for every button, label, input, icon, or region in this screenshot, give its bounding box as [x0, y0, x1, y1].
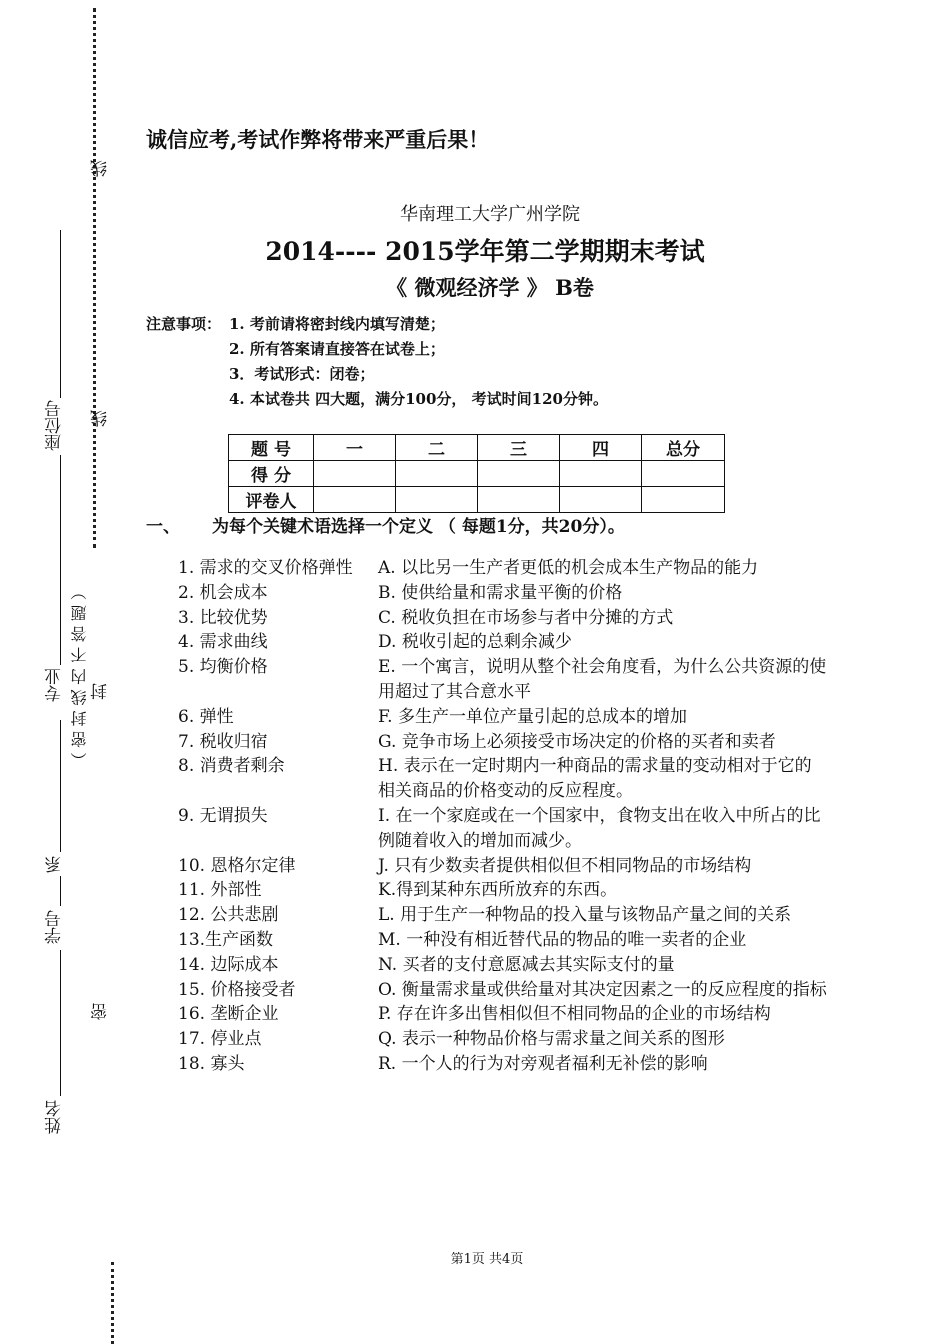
term-label: 9. 无谓损失: [178, 805, 268, 826]
department-field[interactable]: [60, 720, 61, 852]
definition-label: H. 表示在一定时期内一种商品的需求量的变动相对于它的相关商品的价格变动的反应程度。: [378, 756, 812, 802]
score-header-cell: 四: [560, 435, 642, 461]
term-label: 1. 需求的交叉价格弹性: [178, 558, 353, 578]
list-item: [178, 1002, 828, 1027]
term-label: 7. 税收归宿: [178, 731, 268, 752]
note-item: 4. 本试卷共 四大题，满分100分， 考试时间120分钟。: [229, 390, 608, 408]
course-title: 《 微观经济学 》 B卷: [386, 275, 594, 300]
school-name: 华南理工大学广州学院: [400, 204, 580, 225]
list-item: [178, 655, 828, 705]
score-cell[interactable]: [314, 461, 396, 487]
section-title: 为每个关键术语选择一个定义 （ 每题1分，共20分）。: [212, 517, 625, 537]
note-item: 3．考试形式：闭卷；: [229, 365, 375, 383]
score-header-cell: 题 号: [229, 435, 314, 461]
score-table-header-row: [229, 435, 725, 461]
term-label: 5. 均衡价格: [178, 657, 268, 678]
list-item: [178, 928, 828, 953]
score-table-row: [229, 461, 725, 487]
score-cell[interactable]: [560, 461, 642, 487]
term-label: 6. 弹性: [178, 706, 234, 727]
list-item: [178, 730, 828, 755]
term-label: 16. 垄断企业: [178, 1004, 279, 1025]
term-label: 11. 外部性: [178, 880, 262, 901]
list-item: [178, 978, 828, 1003]
score-cell[interactable]: [314, 487, 396, 513]
definition-label: R. 一个人的行为对旁观者福利无补偿的影响: [378, 1053, 708, 1074]
seat-number-label: 座位号: [45, 400, 65, 451]
definition-label: I. 在一个家庭或在一个国家中，食物支出在收入中所占的比例随着收入的增加而减少。: [378, 805, 821, 851]
list-item: [178, 754, 828, 804]
score-cell[interactable]: [560, 487, 642, 513]
score-row-label: 得 分: [229, 461, 314, 487]
list-item: [178, 630, 828, 655]
list-item: [178, 1052, 828, 1077]
department-label: 系: [45, 856, 65, 873]
binding-line-label: 线: [91, 160, 111, 177]
definition-label: A. 以比另一生产者更低的机会成本生产物品的能力: [378, 558, 759, 578]
score-cell[interactable]: [642, 461, 725, 487]
terms-list: [178, 556, 828, 1077]
notes-label: 注意事项：: [146, 315, 222, 333]
term-label: 2. 机会成本: [178, 582, 268, 603]
definition-label: Q. 表示一种物品价格与需求量之间关系的图形: [378, 1029, 725, 1050]
score-header-cell: 一: [314, 435, 396, 461]
definition-label: K.得到某种东西所放弃的东西。: [378, 880, 618, 901]
list-item: [178, 606, 828, 631]
integrity-warning: 诚信应考,考试作弊将带来严重后果！: [146, 127, 490, 152]
exam-title: 2014---- 2015学年第二学期期末考试: [265, 237, 705, 266]
term-label: 17. 停业点: [178, 1029, 262, 1050]
list-item: [178, 581, 828, 606]
definition-label: P. 存在许多出售相似但不相同物品的企业的市场结构: [378, 1004, 771, 1025]
score-cell[interactable]: [478, 461, 560, 487]
score-cell[interactable]: [642, 487, 725, 513]
student-id-label: 学号: [45, 910, 65, 944]
definition-label: L. 用于生产一种物品的投入量与该物品产量之间的关系: [378, 905, 792, 926]
definition-label: G. 竞争市场上必须接受市场决定的价格的买者和卖者: [378, 731, 776, 752]
score-cell[interactable]: [396, 487, 478, 513]
score-table-row: [229, 487, 725, 513]
name-label: 姓名: [45, 1100, 65, 1134]
score-table: [228, 434, 725, 513]
list-item: [178, 804, 828, 854]
section-1-heading: [146, 512, 625, 537]
list-item: [178, 1027, 828, 1052]
definition-label: F. 多生产一单位产量引起的总成本的增加: [378, 706, 687, 727]
definition-label: M. 一种没有相近替代品的物品的唯一卖者的企业: [378, 929, 747, 950]
list-item: [178, 854, 828, 879]
definition-label: C. 税收负担在市场参与者中分摊的方式: [378, 607, 674, 628]
term-label: 8. 消费者剩余: [178, 756, 285, 777]
score-cell[interactable]: [396, 461, 478, 487]
list-item: [178, 953, 828, 978]
term-label: 10. 恩格尔定律: [178, 855, 296, 876]
score-header-cell: 三: [478, 435, 560, 461]
score-header-cell: 二: [396, 435, 478, 461]
definition-label: D. 税收引起的总剩余减少: [378, 632, 572, 653]
binding-dotted-line-lower: [111, 1262, 114, 1344]
score-row-label: 评卷人: [229, 487, 314, 513]
definition-label: J. 只有少数卖者提供相似但不相同物品的市场结构: [378, 855, 752, 876]
list-item: [178, 705, 828, 730]
term-label: 15. 价格接受者: [178, 979, 296, 1000]
score-cell[interactable]: [478, 487, 560, 513]
exam-notes: [146, 312, 608, 412]
name-field[interactable]: [60, 950, 61, 1096]
term-label: 14. 边际成本: [178, 954, 279, 975]
term-label: 4. 需求曲线: [178, 632, 268, 653]
list-item: [178, 903, 828, 928]
note-item: 1. 考前请将密封线内填写清楚；: [229, 315, 445, 333]
term-label: 13.生产函数: [178, 929, 274, 950]
binding-note: （ 密 封 线 内 不 答 题 ）: [70, 584, 89, 769]
score-header-cell: 总分: [642, 435, 725, 461]
definition-label: O. 衡量需求量或供给量对其决定因素之一的反应程度的指标: [378, 979, 827, 1000]
binding-line-label-2: 线: [91, 410, 111, 427]
page-footer: 第1页 共4页: [450, 1252, 524, 1267]
major-label: 专业: [45, 668, 65, 702]
definition-label: E. 一个寓言，说明从整个社会角度看，为什么公共资源的使用超过了其合意水平: [378, 657, 827, 702]
term-label: 3. 比较优势: [178, 607, 268, 628]
major-field[interactable]: [60, 455, 61, 665]
list-item: [178, 878, 828, 903]
section-number: 一、: [146, 517, 180, 537]
binding-seal-label-2: 封: [91, 683, 111, 700]
definition-label: B. 使供给量和需求量平衡的价格: [378, 582, 623, 603]
term-label: 12. 公共悲剧: [178, 905, 279, 926]
definition-label: N. 买者的支付意愿减去其实际支付的量: [378, 954, 675, 975]
binding-seal-label: 密: [91, 1003, 111, 1020]
student-id-field[interactable]: [60, 876, 61, 906]
term-label: 18. 寡头: [178, 1053, 245, 1074]
note-item: 2. 所有答案请直接答在试卷上；: [229, 340, 445, 358]
list-item: [178, 556, 828, 581]
